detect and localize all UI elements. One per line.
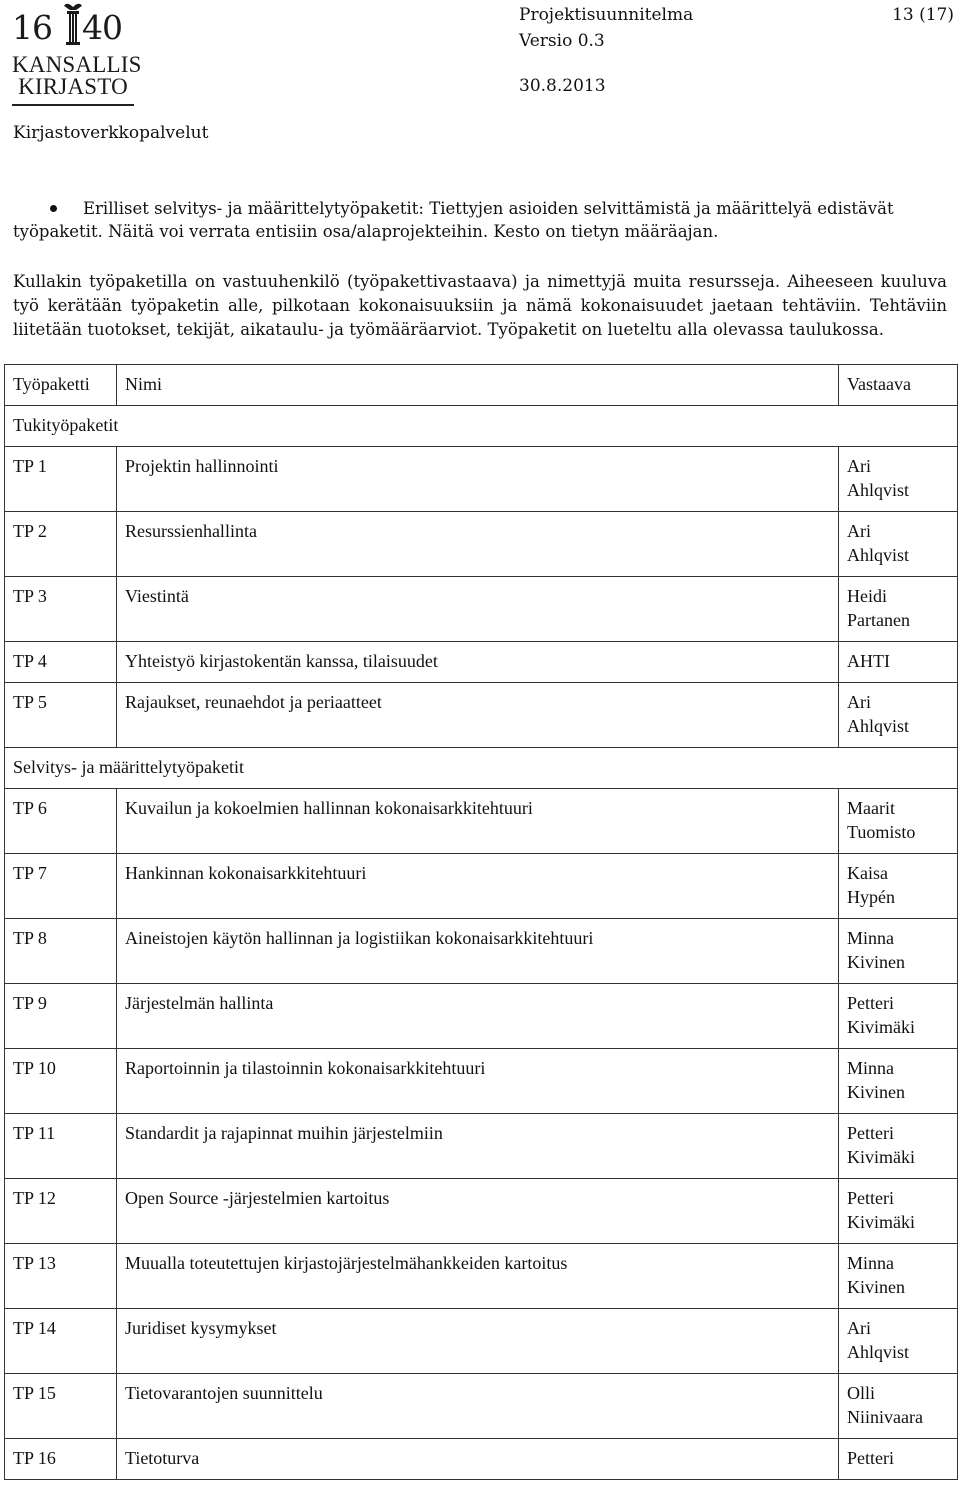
group-title: Selvitys- ja määrittelytyöpaketit: [5, 748, 958, 789]
work-package-name: Muualla toteutettujen kirjastojärjestelmähankkeiden kartoitus: [116, 1244, 838, 1309]
table-row: [5, 683, 958, 748]
document-version: Versio 0.3: [519, 31, 605, 51]
bullet-text: [13, 197, 947, 243]
table-row: [5, 447, 958, 512]
owner-first-name: Petteri: [847, 1188, 895, 1208]
table-row: [5, 512, 958, 577]
department-name: Kirjastoverkkopalvelut: [13, 123, 209, 143]
work-package-name: Tietovarantojen suunnittelu: [116, 1374, 838, 1439]
work-package-owner: [839, 789, 958, 854]
bullet-line-2: työpaketit. Näitä voi verrata entisiin osa/alaprojekteihin. Kesto on tietyn määräajan.: [13, 222, 719, 241]
work-package-id: TP 11: [5, 1114, 117, 1179]
work-package-owner: [839, 1374, 958, 1439]
owner-last-name: Kivinen: [847, 1082, 906, 1102]
table-row: [5, 1049, 958, 1114]
table-row: [5, 642, 958, 683]
bullet-line-1: Erilliset selvitys- ja määrittelytyöpaketit: Tiettyjen asioiden selvittämistä ja määrittelyä edistävät: [83, 199, 894, 218]
logo-underline: [12, 104, 134, 106]
owner-last-name: Kivimäki: [847, 1147, 916, 1167]
work-package-name: Viestintä: [116, 577, 838, 642]
work-package-owner: [839, 1244, 958, 1309]
work-package-owner: [839, 1309, 958, 1374]
work-package-id: TP 2: [5, 512, 117, 577]
owner-first-name: Olli: [847, 1383, 876, 1403]
work-package-owner: [839, 919, 958, 984]
table-row: [5, 854, 958, 919]
work-package-name: Tietoturva: [116, 1439, 838, 1480]
work-package-id: TP 12: [5, 1179, 117, 1244]
page-number: 13 (17): [892, 5, 954, 25]
owner-last-name: Ahlqvist: [847, 716, 910, 736]
work-package-owner: [839, 1049, 958, 1114]
work-package-id: TP 14: [5, 1309, 117, 1374]
work-package-owner: [839, 1439, 958, 1480]
owner-first-name: Heidi: [847, 586, 888, 606]
work-package-name: Raportoinnin ja tilastoinnin kokonaisarkkitehtuuri: [116, 1049, 838, 1114]
logo-wordmark: [12, 52, 142, 99]
work-package-owner: [839, 1179, 958, 1244]
table-row: [5, 1114, 958, 1179]
header-cell-name: Nimi: [116, 365, 838, 406]
work-package-name: Järjestelmän hallinta: [116, 984, 838, 1049]
work-package-id: TP 3: [5, 577, 117, 642]
table-row: [5, 1374, 958, 1439]
table-row: [5, 1244, 958, 1309]
work-package-owner: [839, 854, 958, 919]
owner-last-name: Hypén: [847, 887, 896, 907]
work-package-name: Projektin hallinnointi: [116, 447, 838, 512]
header-cell-owner: Vastaava: [839, 365, 958, 406]
work-package-id: TP 15: [5, 1374, 117, 1439]
owner-last-name: Tuomisto: [847, 822, 916, 842]
owner-first-name: Maarit: [847, 798, 896, 818]
table-header-row: [5, 365, 958, 406]
owner-last-name: Niinivaara: [847, 1407, 923, 1427]
owner-first-name: Petteri: [847, 1123, 895, 1143]
owner-last-name: Partanen: [847, 610, 911, 630]
work-package-name: Kuvailun ja kokoelmien hallinnan kokonaisarkkitehtuuri: [116, 789, 838, 854]
owner-first-name: AHTI: [847, 651, 891, 671]
bullet-icon: [50, 205, 57, 212]
work-package-name: Open Source -järjestelmien kartoitus: [116, 1179, 838, 1244]
owner-first-name: Ari: [847, 456, 872, 476]
group-title: Tukityöpaketit: [5, 406, 958, 447]
work-package-id: TP 6: [5, 789, 117, 854]
document-title: Projektisuunnitelma: [519, 5, 694, 25]
owner-first-name: Kaisa: [847, 863, 889, 883]
work-package-id: TP 8: [5, 919, 117, 984]
table-row: [5, 919, 958, 984]
work-package-owner: [839, 1114, 958, 1179]
work-package-id: TP 10: [5, 1049, 117, 1114]
work-package-id: TP 1: [5, 447, 117, 512]
work-package-id: TP 9: [5, 984, 117, 1049]
logo-year: [12, 2, 134, 50]
work-package-owner: [839, 984, 958, 1049]
work-package-id: TP 4: [5, 642, 117, 683]
work-package-name: Resurssienhallinta: [116, 512, 838, 577]
document-date: 30.8.2013: [519, 76, 606, 96]
group-header-row: [5, 406, 958, 447]
work-package-id: TP 13: [5, 1244, 117, 1309]
owner-first-name: Petteri: [847, 993, 895, 1013]
work-package-name: Aineistojen käytön hallinnan ja logistiikan kokonaisarkkitehtuuri: [116, 919, 838, 984]
logo-year-left: 16: [12, 8, 52, 47]
work-package-name: Juridiset kysymykset: [116, 1309, 838, 1374]
owner-last-name: Ahlqvist: [847, 480, 910, 500]
work-package-name: Standardit ja rajapinnat muihin järjestelmiin: [116, 1114, 838, 1179]
work-package-table: [4, 364, 958, 1480]
logo-year-right: 40: [82, 8, 122, 47]
owner-last-name: Kivinen: [847, 952, 906, 972]
work-package-name: Rajaukset, reunaehdot ja periaatteet: [116, 683, 838, 748]
owner-last-name: Kivinen: [847, 1277, 906, 1297]
table-row: [5, 789, 958, 854]
owner-first-name: Minna: [847, 928, 895, 948]
library-logo: [12, 2, 142, 106]
owner-first-name: Petteri: [847, 1448, 895, 1468]
owner-last-name: Ahlqvist: [847, 545, 910, 565]
logo-name-line2: KIRJASTO: [18, 74, 128, 99]
work-package-owner: [839, 642, 958, 683]
owner-first-name: Minna: [847, 1058, 895, 1078]
table-row: [5, 1179, 958, 1244]
owner-first-name: Ari: [847, 1318, 872, 1338]
header-cell-id: Työpaketti: [5, 365, 117, 406]
work-package-id: TP 5: [5, 683, 117, 748]
work-package-owner: [839, 447, 958, 512]
work-package-id: TP 16: [5, 1439, 117, 1480]
logo-name-line1: KANSALLIS: [12, 52, 142, 77]
table-row: [5, 1309, 958, 1374]
work-package-id: TP 7: [5, 854, 117, 919]
work-package-name: Yhteistyö kirjastokentän kanssa, tilaisuudet: [116, 642, 838, 683]
column-capital-icon: [62, 2, 84, 46]
work-package-owner: [839, 512, 958, 577]
owner-last-name: Ahlqvist: [847, 1342, 910, 1362]
group-header-row: [5, 748, 958, 789]
table-row: [5, 1439, 958, 1480]
work-package-owner: [839, 683, 958, 748]
table-row: [5, 577, 958, 642]
owner-first-name: Minna: [847, 1253, 895, 1273]
owner-first-name: Ari: [847, 692, 872, 712]
work-package-owner: [839, 577, 958, 642]
table-row: [5, 984, 958, 1049]
owner-first-name: Ari: [847, 521, 872, 541]
work-package-name: Hankinnan kokonaisarkkitehtuuri: [116, 854, 838, 919]
owner-last-name: Kivimäki: [847, 1212, 916, 1232]
body-paragraph: Kullakin työpaketilla on vastuuhenkilö (työpakettivastaava) ja nimettyjä muita resursseja. Aiheeseen kuuluva työ kerätään työpaketin alle, pilkotaan kokonaisuuksiin ja nämä kokonaisuudet jaetaan tehtäviin. Tehtäviin liitetään tuotokset, tekijät, aikataulu- ja työmääräarviot. Työpaketit on lueteltu alla olevassa taulukossa.: [13, 272, 947, 339]
owner-last-name: Kivimäki: [847, 1017, 916, 1037]
